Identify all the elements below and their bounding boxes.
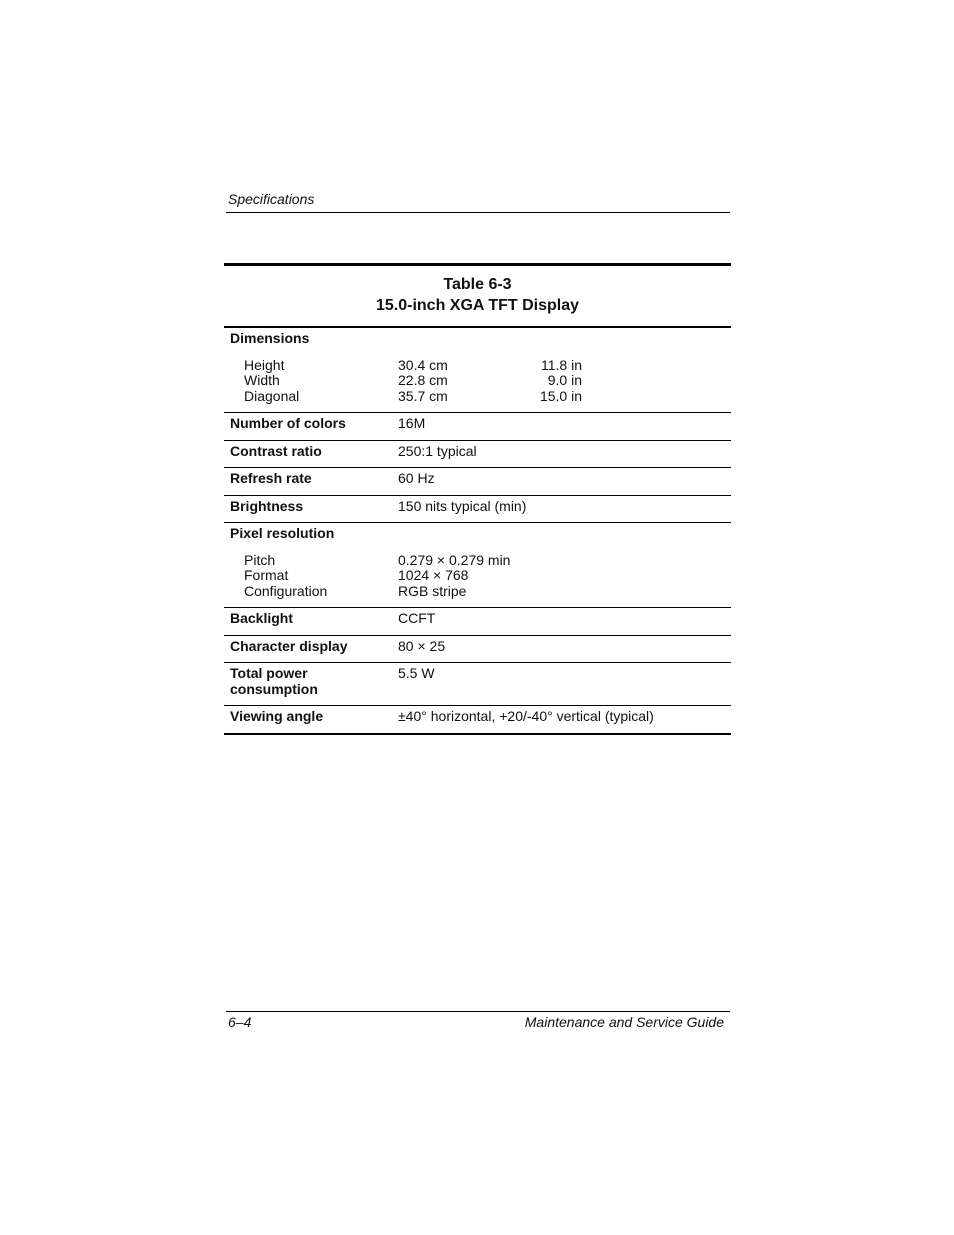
sub-value: RGB stripe [398, 582, 467, 599]
sub-label: Diagonal [244, 387, 300, 404]
spec-table [224, 263, 731, 735]
table-row-total-power [224, 663, 731, 706]
table-row-refresh-rate [224, 468, 731, 496]
row-label-line2: consumption [230, 680, 318, 697]
row-label: Backlight [230, 610, 294, 626]
row-value: 150 nits typical (min) [398, 497, 527, 514]
sub-value: 1024 × 768 [398, 567, 469, 583]
row-value: CCFT [398, 610, 436, 626]
row-value: 250:1 typical [398, 442, 477, 459]
dimension-row-width [224, 373, 731, 389]
row-label: Number of colors [230, 415, 346, 431]
table-row-number-of-colors [224, 413, 731, 441]
table-row-brightness [224, 496, 731, 524]
sub-label: Configuration [244, 582, 328, 599]
row-label [224, 666, 392, 697]
row-label: Character display [230, 637, 348, 654]
row-label: Contrast ratio [230, 442, 322, 459]
table-row-contrast-ratio [224, 441, 731, 469]
imperial-value: 11.8 in [541, 356, 582, 373]
table-row-character-display [224, 636, 731, 664]
guide-title: Maintenance and Service Guide [524, 1014, 724, 1030]
imperial-value: 9.0 in [547, 372, 582, 388]
page-number: 6–4 [228, 1014, 252, 1030]
row-label: Brightness [230, 497, 304, 514]
row-value: ±40° horizontal, +20/-40° vertical (typical) [398, 708, 654, 724]
row-label: Pixel resolution [230, 525, 335, 541]
sub-label: Height [244, 356, 285, 373]
row-value: 60 Hz [398, 470, 435, 486]
metric-value: 35.7 cm [398, 387, 448, 404]
dimension-row-height [224, 358, 731, 374]
sub-label: Width [244, 372, 280, 388]
row-label-line1: Total power [230, 665, 308, 681]
sub-value: 0.279 × 0.279 min [398, 551, 511, 568]
table-caption [224, 266, 731, 326]
row-label: Dimensions [230, 330, 310, 346]
header-rule [226, 212, 730, 213]
sub-label: Format [244, 567, 289, 583]
table-row-pixel-resolution [224, 523, 731, 608]
table-row-dimensions [224, 328, 731, 413]
table-row-viewing-angle [224, 706, 731, 733]
table-bottom-rule [224, 733, 731, 735]
table-number: Table 6-3 [443, 276, 512, 293]
pixel-row-pitch [224, 553, 731, 569]
row-value: 80 × 25 [398, 637, 446, 654]
pixel-row-format [224, 568, 731, 584]
metric-value: 22.8 cm [398, 372, 448, 388]
dimension-row-diagonal [224, 389, 731, 405]
footer-rule [226, 1011, 730, 1012]
imperial-value: 15.0 in [539, 387, 582, 404]
running-head: Specifications [228, 191, 315, 207]
table-title: 15.0-inch XGA TFT Display [375, 297, 579, 314]
row-label: Refresh rate [230, 470, 312, 486]
table-row-backlight [224, 608, 731, 636]
row-label: Viewing angle [230, 708, 324, 724]
metric-value: 30.4 cm [398, 356, 448, 373]
sub-label: Pitch [244, 551, 276, 568]
pixel-row-configuration [224, 584, 731, 600]
row-value: 16M [398, 415, 426, 431]
row-value: 5.5 W [398, 665, 435, 681]
